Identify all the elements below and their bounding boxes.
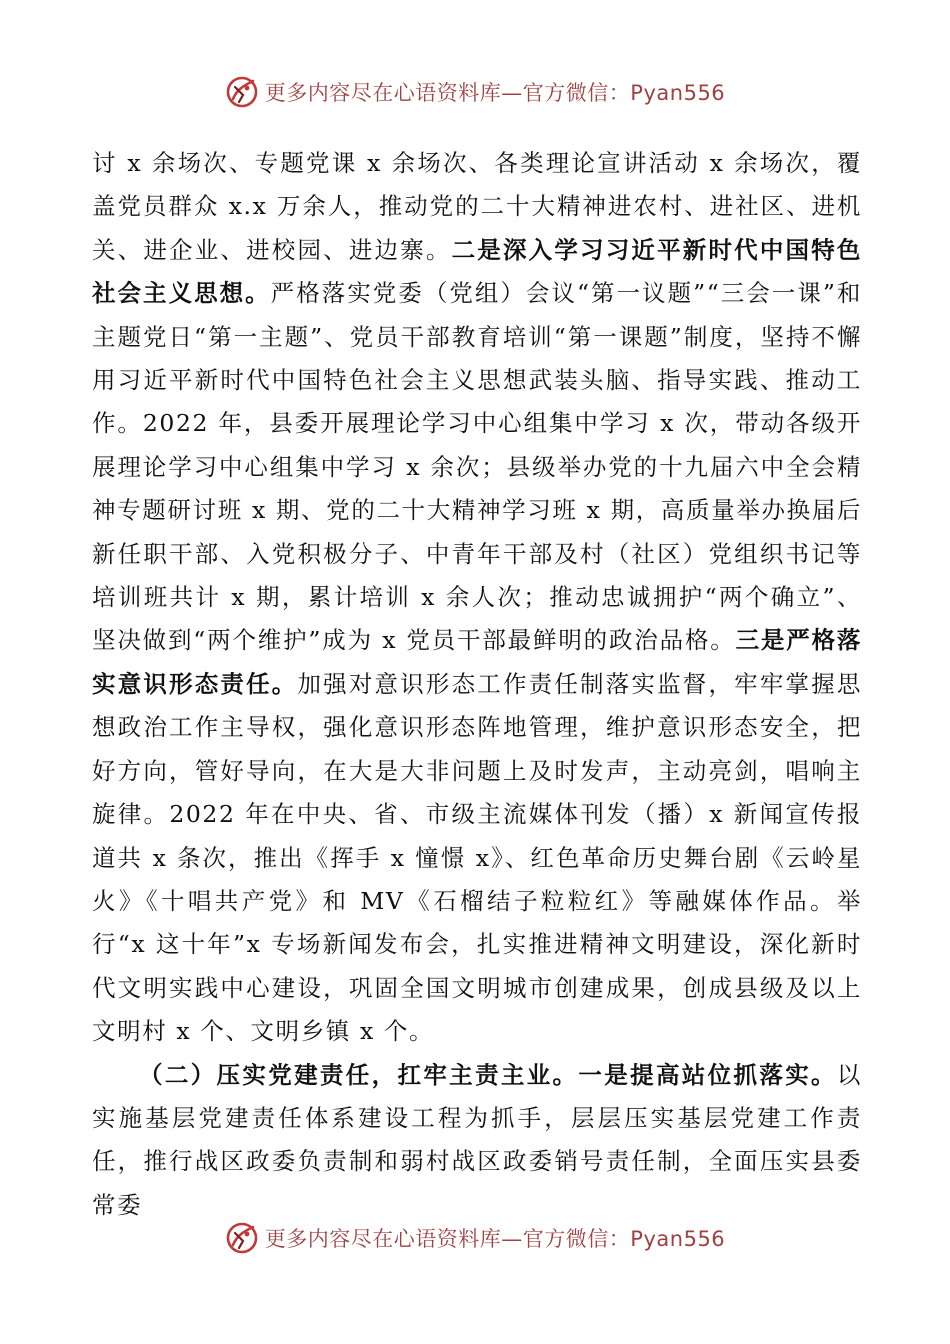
heading-run-2: 二是深入学习习近平新时代中国特色社会主义思想。 [92, 235, 862, 308]
document-body [92, 142, 862, 1227]
watermark-text: 更多内容尽在心语资料库—官方微信：Pyan556 [264, 1227, 726, 1251]
brand-logo-icon [225, 1221, 259, 1255]
text-run: 严格落实党委（党组）会议“第一议题”“三会一课”和主题党日“第一主题”、党员干部教育培训“第一课题”制度，坚持不懈用习近平新时代中国特色社会主义思想武装头脑、指导实践、推动工作。2022 年，县委开展理论学习中心组集中学习 x 次，带动各级开展理论学习中心组集中学习 x 余次；县级举办党的十九届六中全会精神专题研讨班 x 期、党的二十大精神学习班 x 期，高质量举办换届后新任职干部、入党积极分子、中青年干部及村（社区）党组织书记等培训班共计 x 期，累计培训 x 余人次；推动忠诚拥护“两个确立”、坚决做到“两个维护”成为 x 党员干部最鲜明的政治品格。 [92, 279, 862, 655]
watermark-header [0, 72, 950, 112]
paragraph-1 [92, 142, 862, 1054]
text-run: 加强对意识形态工作责任制落实监督，牢牢掌握思想政治工作主导权，强化意识形态阵地管理，维护意识形态安全，把好方向，管好导向，在大是大非问题上及时发声，主动亮剑，唱响主旋律。2022 年在中央、省、市级主流媒体刊发（播）x 新闻宣传报道共 x 条次，推出《挥手 x 憧憬 x》、红色革命历史舞台剧《云岭星火》《十唱共产党》和 MV《石榴结子粒粒红》等融媒体作品。举行“x 这十年”x 专场新闻发布会，扎实推进精神文明建设，深化新时代文明实践中心建设，巩固全国文明城市创建成果，创成县级及以上文明村 x 个、文明乡镇 x 个。 [92, 669, 862, 1046]
paragraph-2 [92, 1054, 862, 1228]
section-heading-2: （二）压实党建责任，扛牢主责主业。一是提高站位抓落实。 [139, 1060, 837, 1089]
heading-run-3: 三是严格落实意识形态责任。 [92, 626, 862, 698]
text-run: 讨 x 余场次、专题党课 x 余场次、各类理论宣讲活动 x 余场次，覆盖党员群众 x.x 万余人，推动党的二十大精神进农村、进社区、进机关、进企业、进校园、进边寨。 [92, 149, 862, 264]
text-run: 以实施基层党建责任体系建设工程为抓手，层层压实基层党建工作责任，推行战区政委负责制和弱村战区政委销号责任制，全面压实县委常委 [92, 1060, 862, 1219]
brand-logo-icon [225, 75, 259, 109]
watermark-footer [0, 1218, 950, 1258]
watermark-text: 更多内容尽在心语资料库—官方微信：Pyan556 [264, 81, 726, 105]
